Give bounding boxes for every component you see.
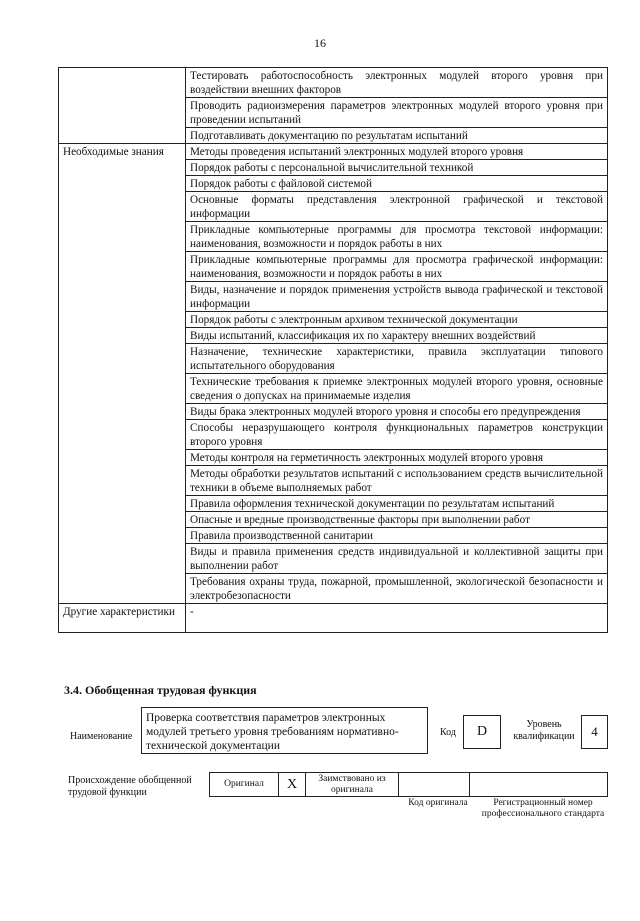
code-original-cell [399,773,470,797]
origin-table [209,772,608,797]
table-row [59,604,608,633]
page-number: 16 [314,36,326,50]
code-label: Код [440,727,456,738]
knowledge-label: Необходимые знания [59,144,186,604]
section-title: 3.4. Обобщенная трудовая функция [64,683,257,697]
row-value: Прикладные компьютерные программы для просмотра текстовой информации: наименования, возможности и порядок работы в них [186,222,608,252]
row-value: Опасные и вредные производственные факторы при выполнении работ [186,512,608,528]
reg-number-caption: Регистрационный номер профессионального стандарта [481,798,605,819]
row-value: Методы проведения испытаний электронных модулей второго уровня [186,144,608,160]
row-value: Тестировать работоспособность электронных модулей второго уровня при воздействии внешних факторов [186,68,608,98]
original-cell: Оригинал [210,773,279,797]
code-original-caption: Код оригинала [408,798,468,808]
reg-number-cell [470,773,608,797]
original-mark-cell: X [279,773,306,797]
row-value: Основные форматы представления электронной графической и текстовой информации [186,192,608,222]
row-value: Способы неразрушающего контроля функциональных параметров конструкции второго уровня [186,420,608,450]
row-value: Правила оформления технической документации по результатам испытаний [186,496,608,512]
row-value: Виды и правила применения средств индивидуальной и коллективной защиты при выполнении работ [186,544,608,574]
row-value: Технические требования к приемке электронных модулей второго уровня, основные сведения о допусках на принимаемые изделия [186,374,608,404]
row-value: Прикладные компьютерные программы для просмотра графической информации: наименования, возможности и порядок работы в них [186,252,608,282]
name-label: Наименование [70,731,133,742]
row-value: Виды, назначение и порядок применения устройств вывода графической и текстовой информации [186,282,608,312]
knowledge-table [58,67,608,633]
level-value-box: 4 [581,715,608,749]
row-value: Порядок работы с электронным архивом технической документации [186,312,608,328]
other-label: Другие характеристики [59,604,186,633]
row-value: Требования охраны труда, пожарной, промышленной, экологической безопасности и электробезопасности [186,574,608,604]
origin-label: Происхождение обобщенной трудовой функции [68,775,192,798]
level-label: Уровень квалификации [513,719,575,742]
row-value: Методы обработки результатов испытаний с использованием средств вычислительной техники в объеме выполняемых работ [186,466,608,496]
row-value: Порядок работы с файловой системой [186,176,608,192]
row-value: Назначение, технические характеристики, правила эксплуатации типового испытательного оборудования [186,344,608,374]
borrowed-cell: Заимствовано из оригинала [306,773,399,797]
row-value: Порядок работы с персональной вычислительной техникой [186,160,608,176]
function-name-box: Проверка соответствия параметров электронных модулей третьего уровня требованиям нормативно-технической документации [141,707,428,754]
code-value-box: D [463,715,501,749]
other-value: - [186,604,608,633]
row-value: Подготавливать документацию по результатам испытаний [186,128,608,144]
continued-label [59,68,186,144]
row-value: Правила производственной санитарии [186,528,608,544]
row-value: Виды брака электронных модулей второго уровня и способы его предупреждения [186,404,608,420]
row-value: Методы контроля на герметичность электронных модулей второго уровня [186,450,608,466]
table-row [59,144,608,160]
row-value: Проводить радиоизмерения параметров электронных модулей второго уровня при проведении испытаний [186,98,608,128]
table-row [59,68,608,98]
row-value: Виды испытаний, классификация их по характеру внешних воздействий [186,328,608,344]
